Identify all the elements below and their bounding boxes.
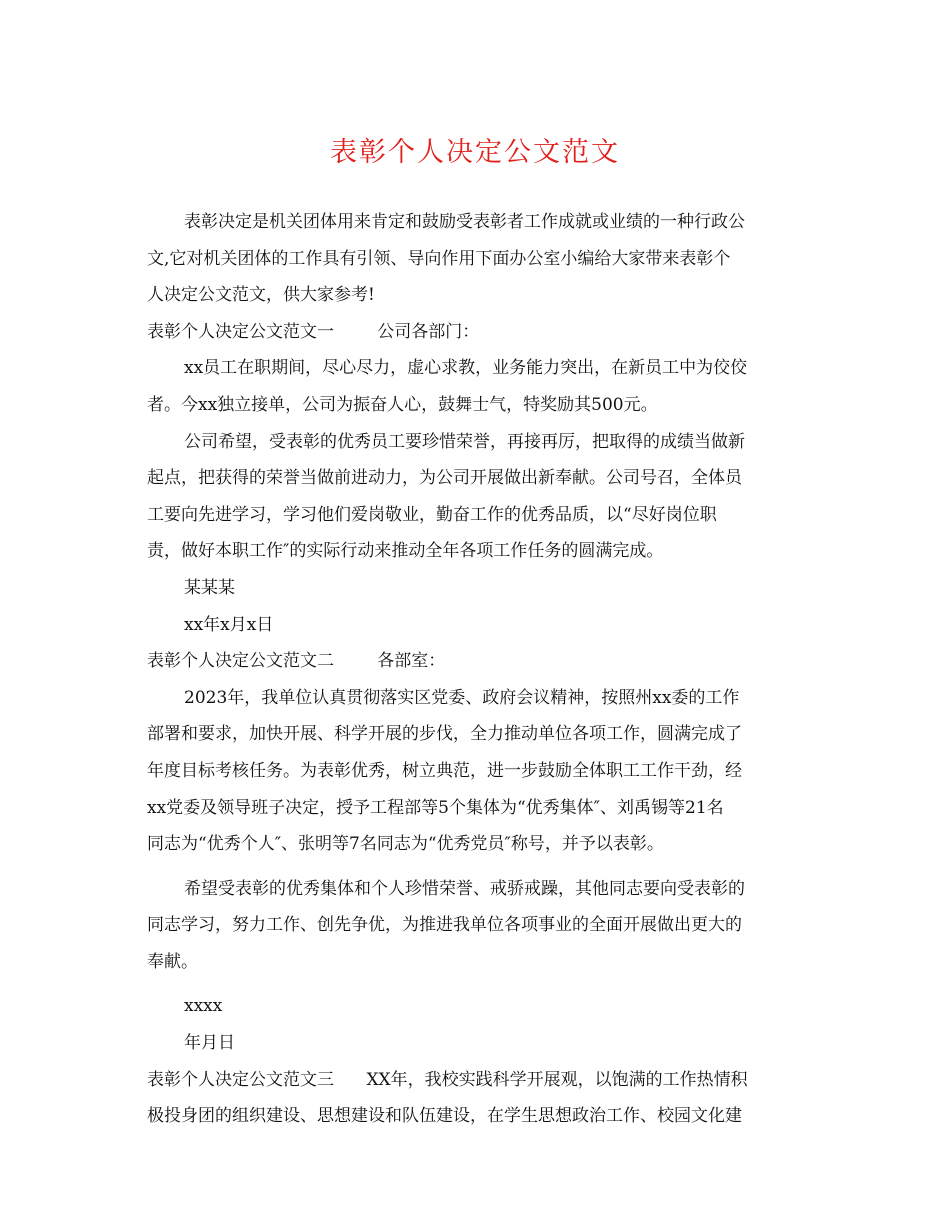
paragraph-gap [147, 980, 807, 988]
document-title: 表彰个人决定公文范文 [330, 137, 620, 168]
sample2-heading-line [147, 643, 807, 680]
paragraph-line: xx员工在职期间，尽心尽力，虚心求教，业务能力突出，在新员工中为佼佼 [184, 358, 748, 379]
intro-line: 人决定公文范文，供大家参考! [147, 285, 375, 306]
paragraph-line: 奉献。 [147, 951, 198, 972]
paragraph-line: 希望受表彰的优秀集体和个人珍惜荣誉、戒骄戒躁，其他同志要向受表彰的 [184, 878, 745, 899]
paragraph-line: 极投身团的组织建设、思想建设和队伍建设，在学生思想政治工作、校园文化建 [147, 1106, 742, 1127]
intro-line: 文,它对机关团体的工作具有引领、导向作用下面办公室小编给大家带来表彰个 [147, 248, 731, 269]
sample2-heading: 表彰个人决定公文范文二 [147, 651, 334, 672]
paragraph-gap [147, 863, 807, 871]
paragraph-line: 公司希望，受表彰的优秀员工要珍惜荣誉，再接再厉，把取得的成绩当做新 [184, 431, 745, 452]
paragraph-line: 部署和要求，加快开展、科学开展的步伐，全力推动单位各项工作，圆满完成了 [147, 724, 742, 745]
sample3-first-line: XX年，我校实践科学开展观，以饱满的工作热情积 [366, 1069, 748, 1090]
sample2-signer: xxxx [184, 996, 223, 1017]
sample3-heading: 表彰个人决定公文范文三 [147, 1069, 334, 1090]
intro-line: 表彰决定是机关团体用来肯定和鼓励受表彰者工作成就或业绩的一种行政公 [184, 212, 745, 232]
sample1-signer: 某某某 [184, 577, 235, 598]
paragraph-line: 者。今xx独立接单，公司为振奋人心，鼓舞士气，特奖励其500元。 [147, 394, 658, 415]
sample3-heading-line [147, 1062, 807, 1099]
paragraph-line: 2023年，我单位认真贯彻落实区党委、政府会议精神，按照州xx委的工作 [184, 687, 740, 708]
sample1-heading: 表彰个人决定公文范文一 [147, 321, 334, 342]
sample2-salutation: 各部室： [377, 651, 446, 672]
paragraph-line: 同志学习，努力工作、创先争优，为推进我单位各项事业的全面开展做出更大的 [147, 915, 742, 936]
paragraph-line: xx党委及领导班子决定，授予工程部等5个集体为“优秀集体″、刘禹锡等21名 [147, 797, 724, 818]
paragraph-line: 工要向先进学习，学习他们爱岗敬业，勤奋工作的优秀品质，以“尽好岗位职 [147, 504, 717, 525]
paragraph-line: 同志为“优秀个人″、张明等7名同志为“优秀党员″称号，并予以表彰。 [147, 834, 664, 855]
paragraph-line: 责，做好本职工作″的实际行动来推动全年各项工作任务的圆满完成。 [147, 541, 664, 562]
sample1-salutation: 公司各部门： [377, 321, 480, 342]
paragraph-line: 年度目标考核任务。为表彰优秀，树立典范，进一步鼓励全体职工工作干劲，经 [147, 760, 742, 781]
sample1-date: xx年x月x日 [184, 614, 274, 635]
sample2-date: 年月日 [184, 1033, 235, 1054]
document-body [147, 204, 807, 1135]
sample1-heading-line [147, 314, 807, 351]
paragraph-line: 起点，把获得的荣誉当做前进动力，为公司开展做出新奉献。公司号召，全体员 [147, 468, 742, 489]
